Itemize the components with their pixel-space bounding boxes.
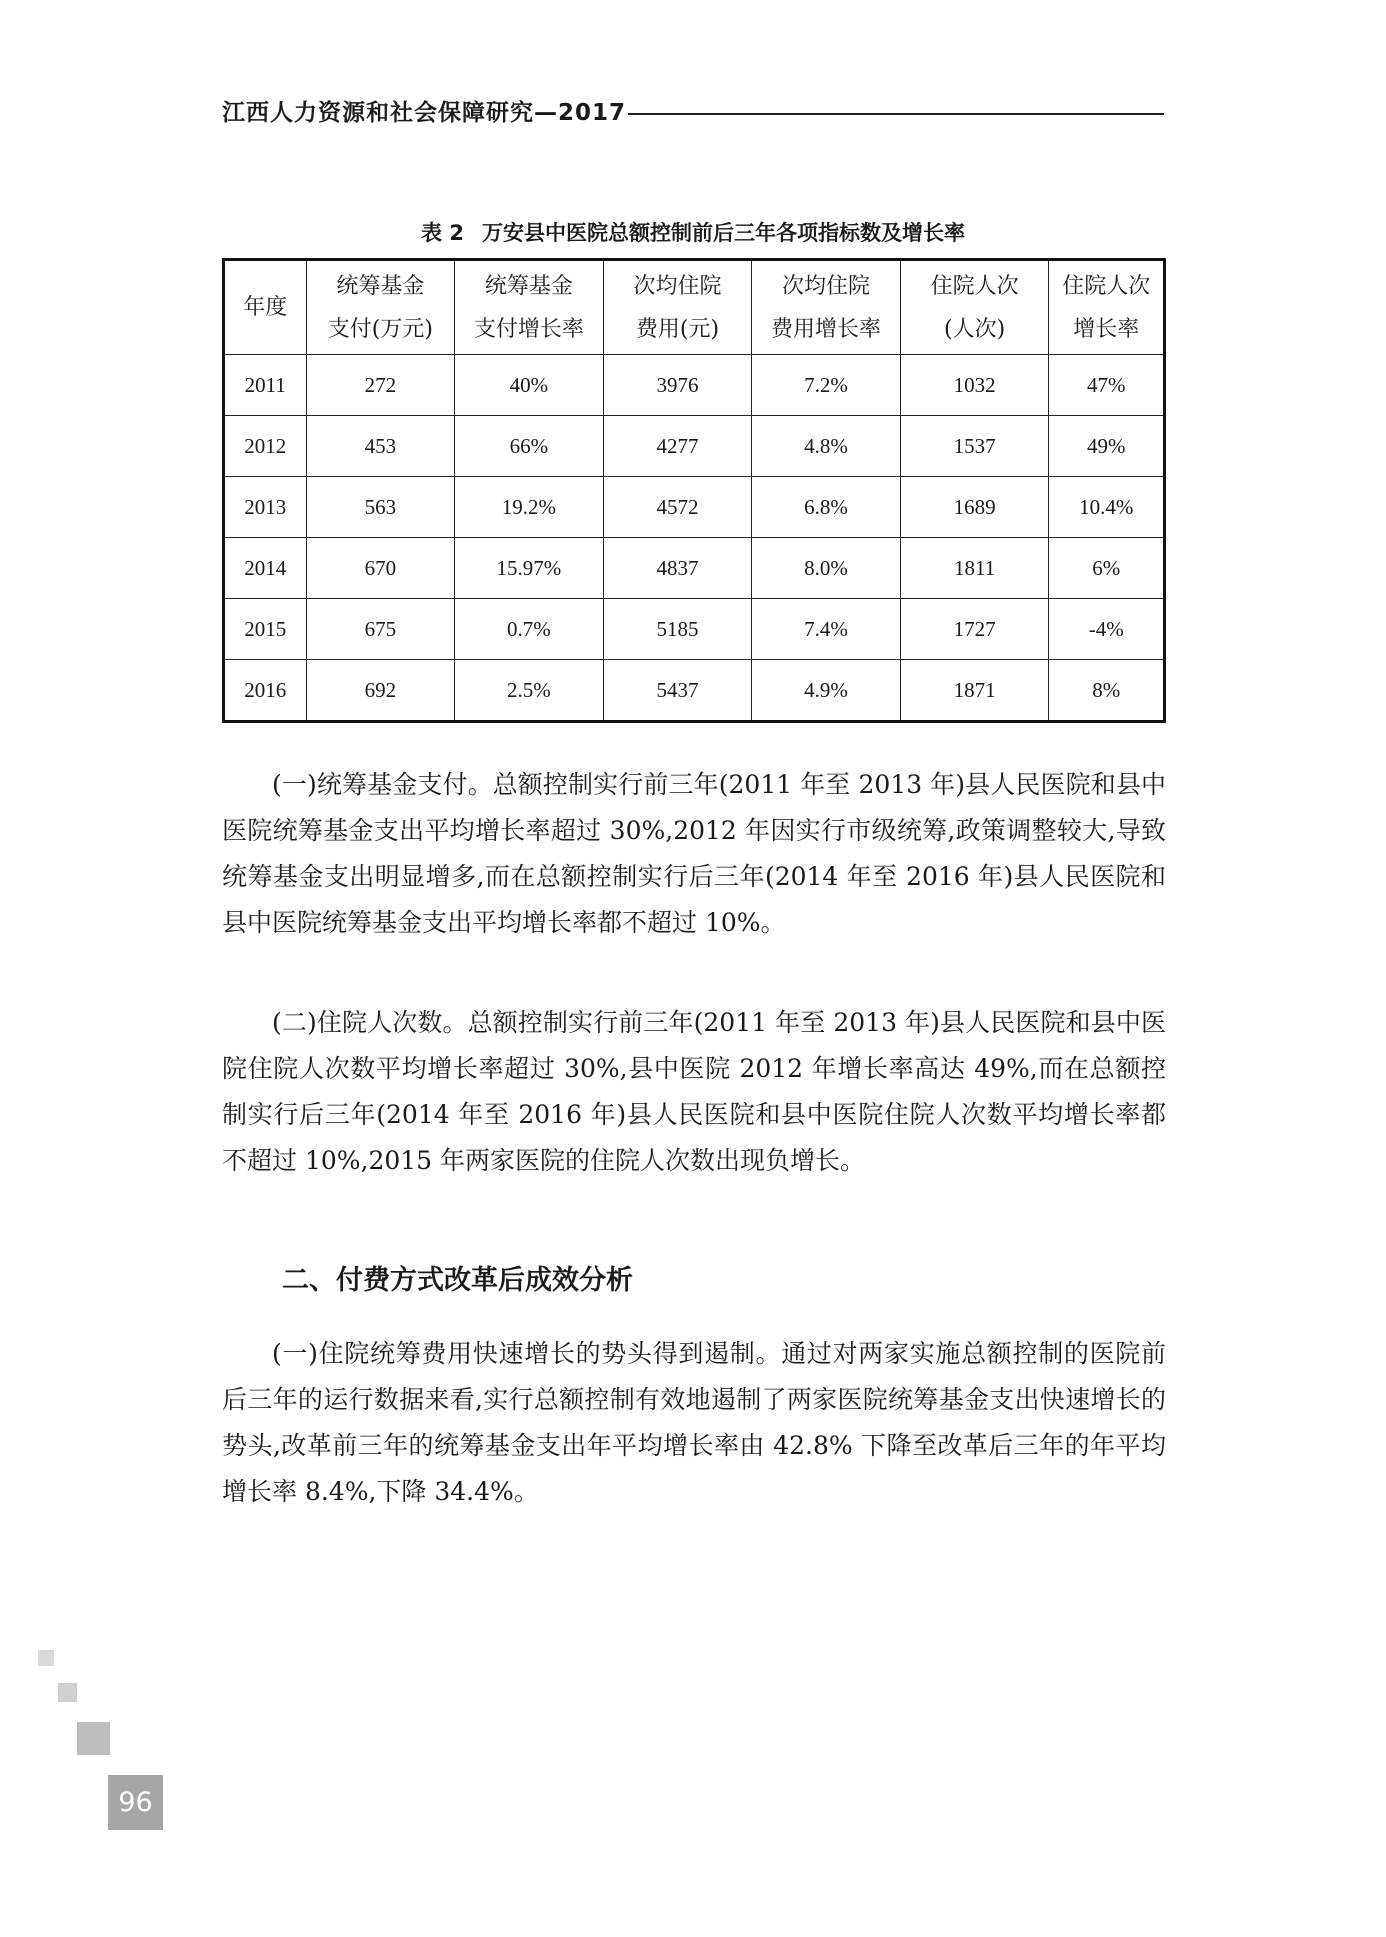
table-cell: 675 bbox=[306, 599, 455, 660]
table-cell: 4572 bbox=[603, 477, 752, 538]
table-cell: 563 bbox=[306, 477, 455, 538]
header-avg-cost: 次均住院 费用(元) bbox=[603, 260, 752, 355]
header-year: 年度 bbox=[224, 260, 307, 355]
table-cell: 1689 bbox=[900, 477, 1049, 538]
table-cell: 6.8% bbox=[752, 477, 901, 538]
table-cell: 2013 bbox=[224, 477, 307, 538]
table-cell: 47% bbox=[1049, 355, 1165, 416]
table-row bbox=[224, 599, 1165, 660]
table-cell: 5185 bbox=[603, 599, 752, 660]
table-cell: 7.4% bbox=[752, 599, 901, 660]
table-cell: 4.8% bbox=[752, 416, 901, 477]
table-cell: 692 bbox=[306, 660, 455, 722]
table-cell: 1727 bbox=[900, 599, 1049, 660]
decorative-square bbox=[77, 1722, 110, 1755]
table-cell: 4837 bbox=[603, 538, 752, 599]
table-cell: 5437 bbox=[603, 660, 752, 722]
table-cell: 3976 bbox=[603, 355, 752, 416]
table-cell: 2016 bbox=[224, 660, 307, 722]
header-admissions-growth: 住院人次 增长率 bbox=[1049, 260, 1165, 355]
table-cell: -4% bbox=[1049, 599, 1165, 660]
header-fund-payment: 统筹基金 支付(万元) bbox=[306, 260, 455, 355]
table-cell: 2014 bbox=[224, 538, 307, 599]
header-admissions: 住院人次 (人次) bbox=[900, 260, 1049, 355]
table-cell: 4277 bbox=[603, 416, 752, 477]
decorative-square bbox=[58, 1683, 77, 1702]
table-cell: 7.2% bbox=[752, 355, 901, 416]
paragraph-cost-growth: (一)住院统筹费用快速增长的势头得到遏制。通过对两家实施总额控制的医院前后三年的运行数据来看,实行总额控制有效地遏制了两家医院统筹基金支出快速增长的势头,改革前三年的统筹基金支出年平均增长率由 42.8% 下降至改革后三年的年平均增长率 8.4%,下降 34.4%。 bbox=[222, 1339, 1166, 1506]
table-row bbox=[224, 538, 1165, 599]
paragraph-fund-payment: (一)统筹基金支付。总额控制实行前三年(2011 年至 2013 年)县人民医院和县中医院统筹基金支出平均增长率超过 30%,2012 年因实行市级统筹,政策调整较大,导致统筹基金支出明显增多,而在总额控制实行后三年(2014 年至 2016 年)县人民医院和县中医院统筹基金支出平均增长率都不超过 10%。 bbox=[222, 770, 1166, 937]
header-avg-cost-growth: 次均住院 费用增长率 bbox=[752, 260, 901, 355]
section-heading: 二、付费方式改革后成效分析 bbox=[282, 1265, 633, 1296]
table-row bbox=[224, 416, 1165, 477]
table-cell: 8% bbox=[1049, 660, 1165, 722]
table-row bbox=[224, 355, 1165, 416]
table-cell: 1871 bbox=[900, 660, 1049, 722]
table-cell: 2011 bbox=[224, 355, 307, 416]
table-cell: 2012 bbox=[224, 416, 307, 477]
table-cell: 2015 bbox=[224, 599, 307, 660]
table-cell: 670 bbox=[306, 538, 455, 599]
indicator-table bbox=[222, 258, 1166, 723]
running-header-title: 江西人力资源和社会保障研究—2017 bbox=[222, 100, 627, 126]
table-row bbox=[224, 660, 1165, 722]
table-cell: 40% bbox=[455, 355, 604, 416]
table-cell: 1811 bbox=[900, 538, 1049, 599]
table-caption bbox=[222, 217, 1164, 247]
table-cell: 8.0% bbox=[752, 538, 901, 599]
table-cell: 66% bbox=[455, 416, 604, 477]
table-cell: 272 bbox=[306, 355, 455, 416]
header-fund-growth: 统筹基金 支付增长率 bbox=[455, 260, 604, 355]
table-cell: 49% bbox=[1049, 416, 1165, 477]
table-cell: 1032 bbox=[900, 355, 1049, 416]
table-cell: 6% bbox=[1049, 538, 1165, 599]
table-cell: 4.9% bbox=[752, 660, 901, 722]
table-header-row bbox=[224, 260, 1165, 355]
table-cell: 2.5% bbox=[455, 660, 604, 722]
paragraph-admissions: (二)住院人次数。总额控制实行前三年(2011 年至 2013 年)县人民医院和县中医院住院人次数平均增长率超过 30%,县中医院 2012 年增长率高达 49%,而在总额控制实行后三年(2014 年至 2016 年)县人民医院和县中医院住院人次数平均增长率都不超过 10%,2015 年两家医院的住院人次数出现负增长。 bbox=[222, 1008, 1166, 1175]
table-cell: 1537 bbox=[900, 416, 1049, 477]
table-cell: 10.4% bbox=[1049, 477, 1165, 538]
table-caption-label: 表 2 bbox=[421, 221, 464, 245]
table-cell: 19.2% bbox=[455, 477, 604, 538]
decorative-square bbox=[38, 1650, 54, 1666]
table-cell: 0.7% bbox=[455, 599, 604, 660]
table-caption-text: 万安县中医院总额控制前后三年各项指标数及增长率 bbox=[481, 221, 965, 245]
table-cell: 453 bbox=[306, 416, 455, 477]
header-rule bbox=[628, 113, 1164, 115]
table-cell: 15.97% bbox=[455, 538, 604, 599]
table-row bbox=[224, 477, 1165, 538]
page-number: 96 bbox=[108, 1775, 163, 1830]
